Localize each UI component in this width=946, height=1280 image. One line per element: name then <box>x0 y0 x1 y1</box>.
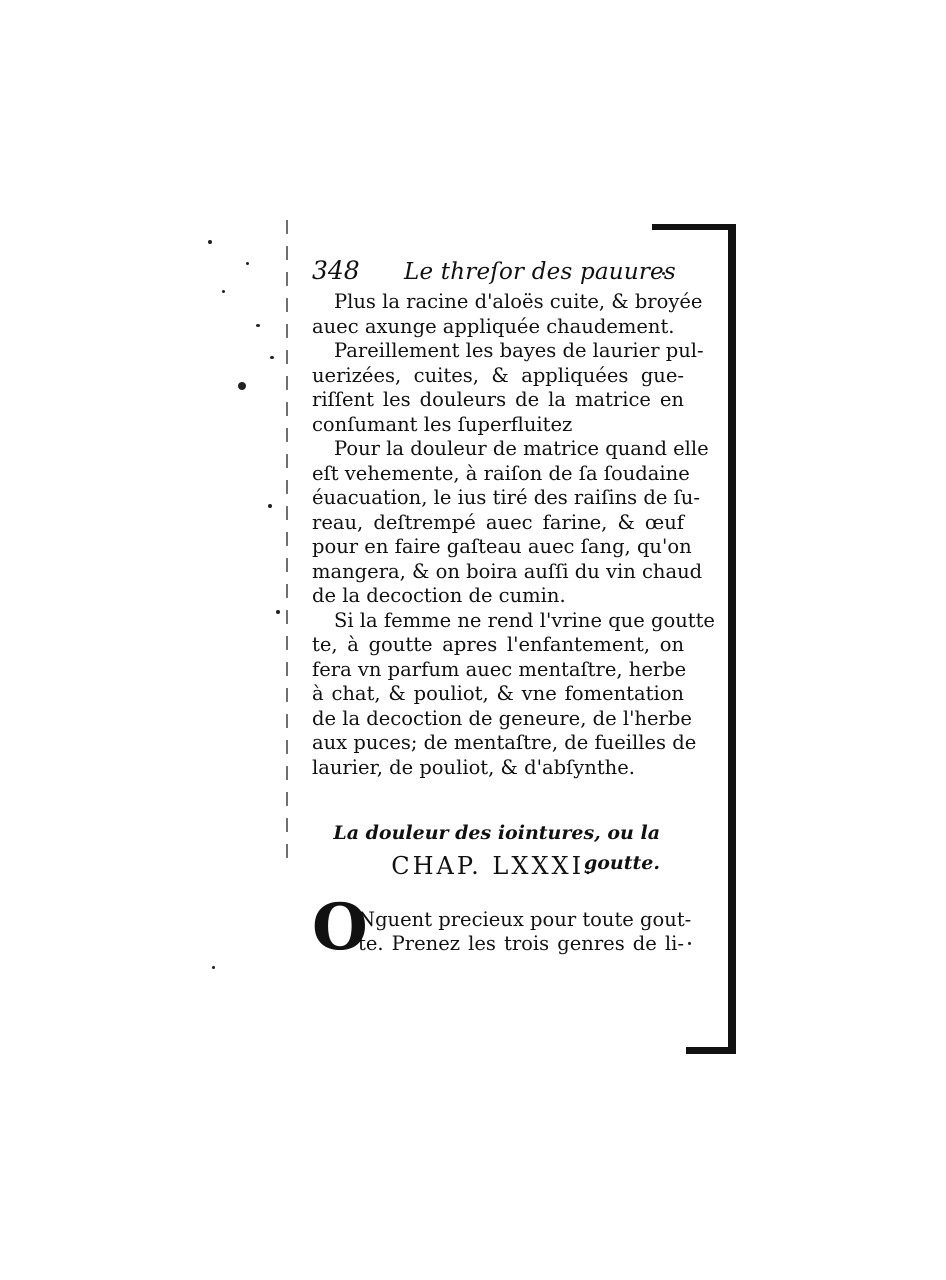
text-line: aux puces; de mentaſtre, de fueilles de <box>312 731 697 754</box>
text-line: Plus la racine d'aloës cuite, & broyée <box>334 290 703 313</box>
text-line: te, à goutte apres l'enfantement, on <box>312 633 684 656</box>
ink-speck <box>276 610 280 614</box>
text-line: à chat, & pouliot, & vne fomentation <box>312 682 684 705</box>
text-line: pour en faire gaſteau auec ſang, qu'on <box>312 535 692 558</box>
paragraph <box>312 437 709 609</box>
text-line: reau, deſtrempé auec farine, & œuf <box>312 510 684 534</box>
ink-speck <box>246 262 249 265</box>
text-line: uerizées, cuites, & appliquées gue- <box>312 363 684 387</box>
ink-speck <box>268 504 272 508</box>
drop-cap: O <box>312 890 368 965</box>
text-line: Pareillement les bayes de laurier pul- <box>334 339 704 362</box>
paragraph <box>312 608 715 781</box>
page-number: 348 <box>312 256 360 285</box>
ink-speck <box>208 240 212 244</box>
chapter-title: La douleur des iointures, ou la goutte. <box>333 822 660 874</box>
text-line: de la decoction de cumin. <box>312 584 566 607</box>
ink-speck <box>238 382 246 390</box>
paragraph <box>312 290 703 339</box>
running-title: Le threſor des pauures <box>404 259 676 285</box>
text-line: de la decoction de geneure, de l'herbe <box>312 706 692 730</box>
running-head <box>312 256 684 290</box>
ink-speck <box>270 356 274 359</box>
text-block <box>312 256 715 965</box>
text-line: fera vn parfum auec mentaſtre, herbe <box>312 657 687 681</box>
chapter-number: CHAP. LXXXI. <box>391 852 595 880</box>
ink-speck <box>256 324 260 327</box>
text-line: Nguent precieux pour toute gout- <box>358 908 692 931</box>
text-line: éuacuation, le ius tiré des raiſins de ſu- <box>312 486 700 509</box>
text-line: auec axunge appliquée chaudement. <box>312 314 675 338</box>
ink-speck <box>212 966 215 969</box>
text-line: riſſent les douleurs de la matrice en <box>312 388 684 411</box>
text-line: Si la femme ne rend l'vrine que goutte <box>334 608 715 632</box>
chapter-opening <box>312 890 692 965</box>
text-line: te. Prenez les trois genres de li- <box>358 932 684 955</box>
text-line: eſt vehemente, à raiſon de ſa ſoudaine <box>312 461 690 485</box>
ink-speck <box>222 290 225 293</box>
gutter-shadow <box>286 220 288 860</box>
text-line: conſumant les ſuperfluitez <box>312 412 573 436</box>
paragraph <box>312 339 704 437</box>
text-line: mangera, & on boira auſſi du vin chaud <box>312 559 703 583</box>
text-line: laurier, de pouliot, & d'abſynthe. <box>312 755 635 779</box>
text-line: Pour la douleur de matrice quand elle <box>334 437 709 460</box>
